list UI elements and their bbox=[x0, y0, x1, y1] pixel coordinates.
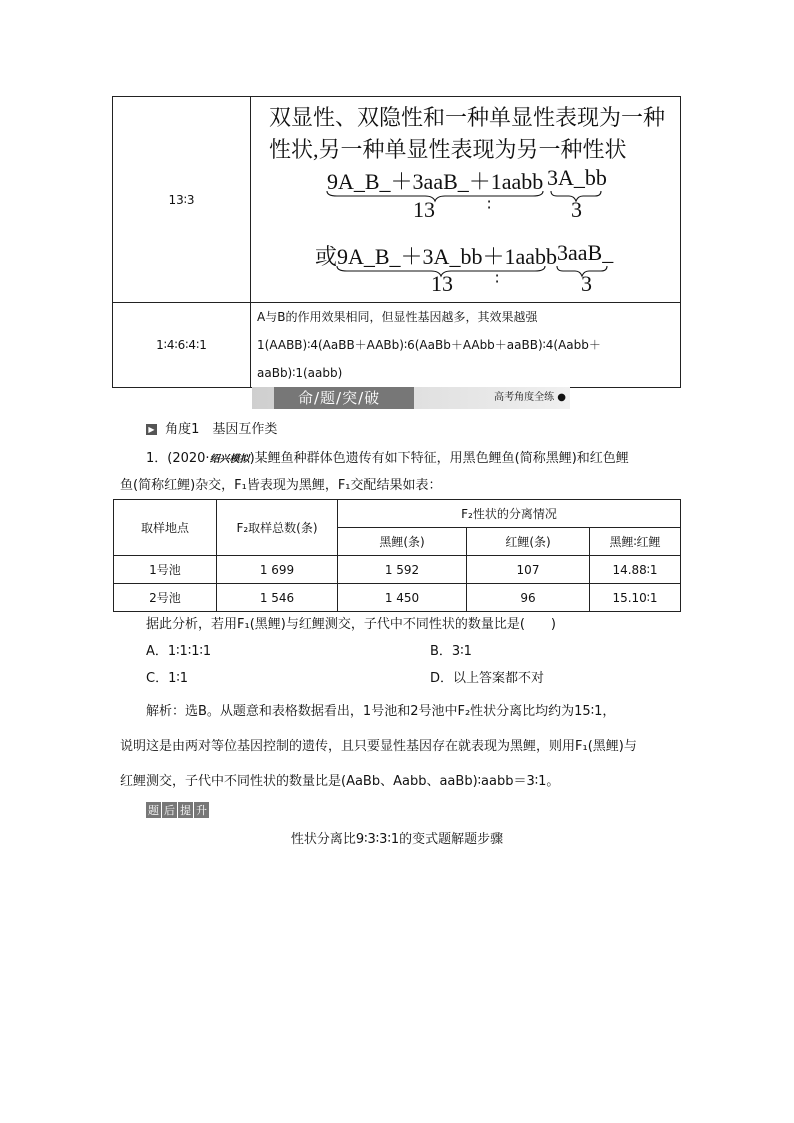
question-line-2: 鱼(简称红鲤)杂交，F₁皆表现为黑鲤，F₁交配结果如表： bbox=[120, 478, 442, 493]
tip-tag: 后 bbox=[164, 804, 175, 817]
question-prefix: 1．(2020· bbox=[146, 451, 210, 466]
section-banner: 命/题/突/破 高考角度全练 ● bbox=[252, 387, 570, 409]
carp-table bbox=[113, 499, 681, 612]
cell-ratio: 14.88∶1 bbox=[590, 556, 681, 584]
option-c: C．1∶1 bbox=[146, 671, 189, 686]
tip-tags bbox=[146, 802, 210, 818]
cell-ratio: 15.10∶1 bbox=[590, 584, 681, 612]
option-d: D．以上答案都不对 bbox=[430, 671, 545, 686]
cell-red: 107 bbox=[467, 556, 590, 584]
header-red: 红鲤(条) bbox=[467, 528, 590, 556]
cell-black: 1 450 bbox=[338, 584, 467, 612]
explanation-cell-13-3 bbox=[251, 97, 681, 303]
formula-2-num-left: 13 bbox=[431, 271, 453, 296]
analysis-line-1: 解析：选B。从题意和表格数据看出，1号池和2号池中F₂性状分离比均约为15∶1， bbox=[146, 704, 616, 719]
cell-total: 1 699 bbox=[217, 556, 338, 584]
question-source: 绍兴模拟 bbox=[209, 454, 250, 465]
header-black: 黑鲤(条) bbox=[338, 528, 467, 556]
formula-2-right: 3aaB_ bbox=[557, 240, 614, 265]
angle-heading bbox=[146, 418, 277, 437]
question-stem: 据此分析，若用F₁(黑鲤)与红鲤测交，子代中不同性状的数量比是( ) bbox=[146, 617, 556, 632]
tip-heading: 性状分离比9∶3∶3∶1的变式题解题步骤 bbox=[290, 832, 504, 847]
banner-title: 命/题/突/破 bbox=[298, 389, 381, 407]
explanation-row2-line3: aaBb)∶1(aabb) bbox=[257, 366, 343, 380]
analysis-line-2: 说明这是由两对等位基因控制的遗传，且只要显性基因存在就表现为黑鲤，则用F₁(黑鲤)与 bbox=[120, 739, 637, 754]
formula-1-num-left: 13 bbox=[413, 197, 435, 222]
tip-tag: 提 bbox=[180, 804, 191, 817]
option-b: B．3∶1 bbox=[430, 644, 472, 659]
header-site: 取样地点 bbox=[114, 500, 217, 556]
cell-total: 1 546 bbox=[217, 584, 338, 612]
table-row bbox=[114, 584, 681, 612]
ratio-table bbox=[112, 96, 681, 388]
banner-subtitle: 高考角度全练 bbox=[494, 392, 555, 403]
table-row bbox=[114, 556, 681, 584]
formula-1-num-right: 3 bbox=[571, 197, 582, 222]
play-icon: ▶ bbox=[146, 424, 157, 435]
angle-label: 角度1 基因互作类 bbox=[165, 422, 278, 437]
explanation-cell-1-4-6-4-1 bbox=[251, 303, 681, 388]
formula-2-num-right: 3 bbox=[581, 271, 592, 296]
question-suffix: )某鲤鱼种群体色遗传有如下特征，用黑色鲤鱼(简称黑鲤)和红色鲤 bbox=[249, 451, 629, 466]
explanation-line-2: 性状,另一种单显性表现为另一种性状 bbox=[269, 137, 627, 162]
formula-2-colon: ∶ bbox=[495, 271, 500, 288]
formula-1-left: 9A_B_＋3aaB_＋1aabb bbox=[327, 169, 544, 194]
tip-tag: 升 bbox=[196, 804, 207, 817]
formula-1-right: 3A_bb bbox=[547, 165, 607, 190]
tip-tag: 题 bbox=[148, 804, 159, 817]
cell-site: 2号池 bbox=[114, 584, 217, 612]
header-group: F₂性状的分离情况 bbox=[338, 500, 681, 528]
explanation-row2-line2: 1(AABB)∶4(AaBB＋AABb)∶6(AaBb＋AAbb＋aaBB)∶4(Aabb＋ bbox=[257, 338, 601, 352]
header-total: F₂取样总数(条) bbox=[217, 500, 338, 556]
question-line-1 bbox=[146, 447, 629, 466]
cell-site: 1号池 bbox=[114, 556, 217, 584]
ratio-1-4-6-4-1: 1∶4∶6∶4∶1 bbox=[113, 303, 251, 388]
header-ratio: 黑鲤∶红鲤 bbox=[590, 528, 681, 556]
formula-2-left: 或9A_B_＋3A_bb＋1aabb bbox=[315, 244, 557, 269]
explanation-row2-line1: A与B的作用效果相同，但显性基因越多，其效果越强 bbox=[257, 310, 538, 324]
explanation-line-1: 双显性、双隐性和一种单显性表现为一种 bbox=[269, 105, 666, 130]
cell-black: 1 592 bbox=[338, 556, 467, 584]
cell-red: 96 bbox=[467, 584, 590, 612]
analysis-line-3: 红鲤测交，子代中不同性状的数量比是(AaBb、Aabb、aaBb)∶aabb＝3∶1。 bbox=[120, 774, 560, 789]
option-a: A．1∶1∶1∶1 bbox=[146, 644, 212, 659]
ratio-13-3: 13∶3 bbox=[113, 97, 251, 303]
formula-1-colon: ∶ bbox=[487, 197, 492, 214]
